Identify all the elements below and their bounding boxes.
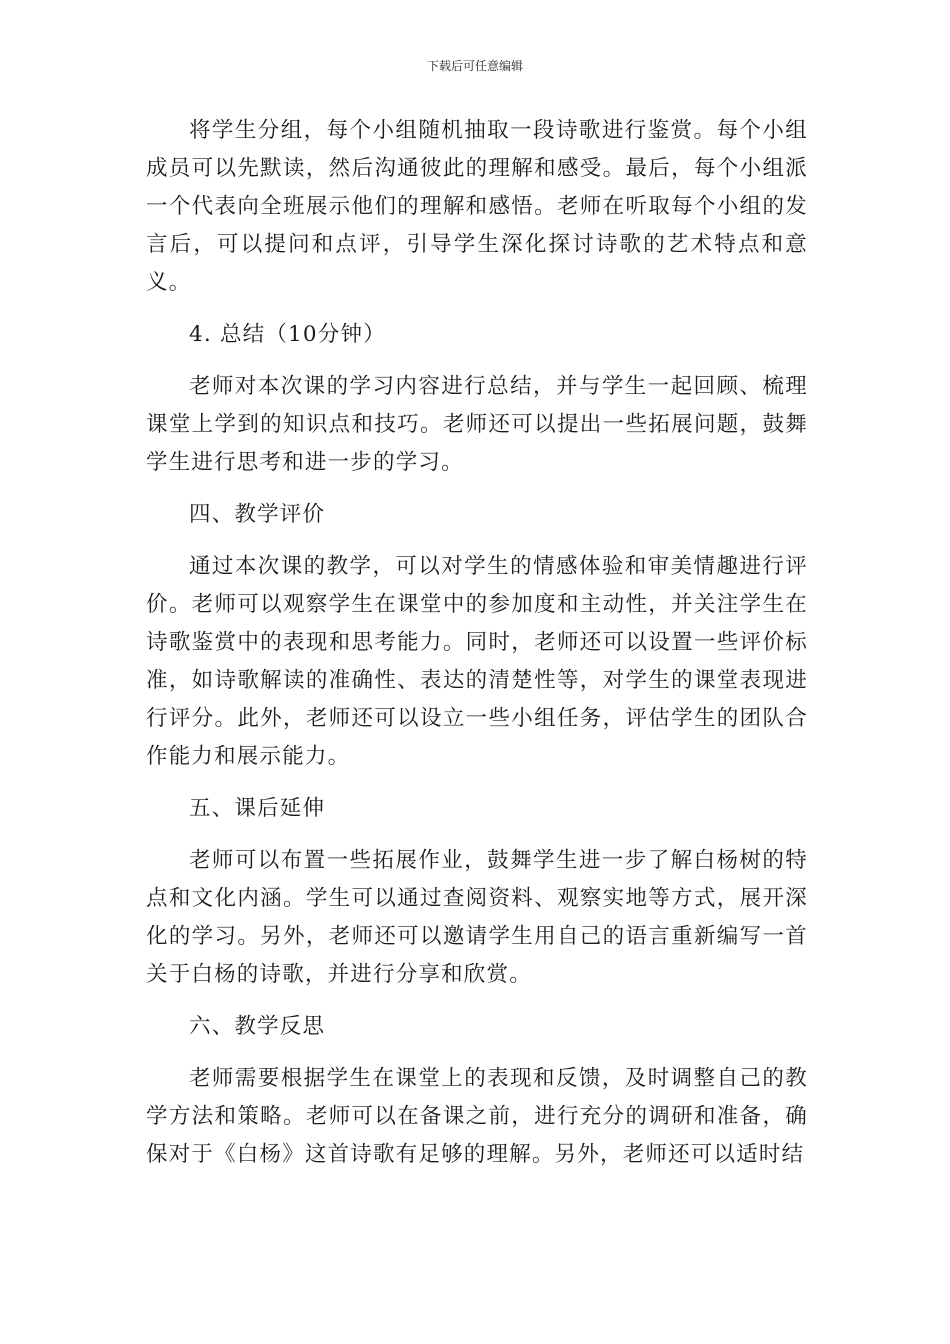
heading-evaluation: 四、教学评价 (189, 502, 326, 527)
paragraph-extension: 老师可以布置一些拓展作业，鼓舞学生进一步了解白杨树的特点和文化内涵。学生可以通过查阅资料、观察实地等方式，展开深化的学习。另外，老师还可以邀请学生用自己的语言重新编写一首关于白杨的诗歌，并进行分享和欣赏。 (146, 848, 808, 987)
paragraph-group-appreciation: 将学生分组，每个小组随机抽取一段诗歌进行鉴赏。每个小组成员可以先默读，然后沟通彼此的理解和感受。最后，每个小组派一个代表向全班展示他们的理解和感悟。老师在听取每个小组的发言后，可以提问和点评，引导学生深化探讨诗歌的艺术特点和意义。 (146, 118, 808, 295)
paragraph-reflection: 老师需要根据学生在课堂上的表现和反馈，及时调整自己的教学方法和策略。老师可以在备课之前，进行充分的调研和准备，确保对于《白杨》这首诗歌有足够的理解。另外，老师还可以适时结 (146, 1066, 808, 1167)
heading-extension: 五、课后延伸 (189, 796, 326, 821)
heading-summary: 4. 总结（10分钟） (189, 322, 386, 347)
paragraph-evaluation: 通过本次课的教学，可以对学生的情感体验和审美情趣进行评价。老师可以观察学生在课堂中的参加度和主动性，并关注学生在诗歌鉴赏中的表现和思考能力。同时，老师还可以设置一些评价标准，如诗歌解读的准确性、表达的清楚性等，对学生的课堂表现进行评分。此外，老师还可以设立一些小组任务，评估学生的团队合作能力和展示能力。 (146, 554, 808, 769)
heading-reflection: 六、教学反思 (189, 1014, 326, 1039)
paragraph-summary: 老师对本次课的学习内容进行总结，并与学生一起回顾、梳理课堂上学到的知识点和技巧。老师还可以提出一些拓展问题，鼓舞学生进行思考和进一步的学习。 (146, 374, 808, 475)
page-header: 下载后可任意编辑 (426, 59, 523, 73)
document-body (146, 112, 808, 1188)
